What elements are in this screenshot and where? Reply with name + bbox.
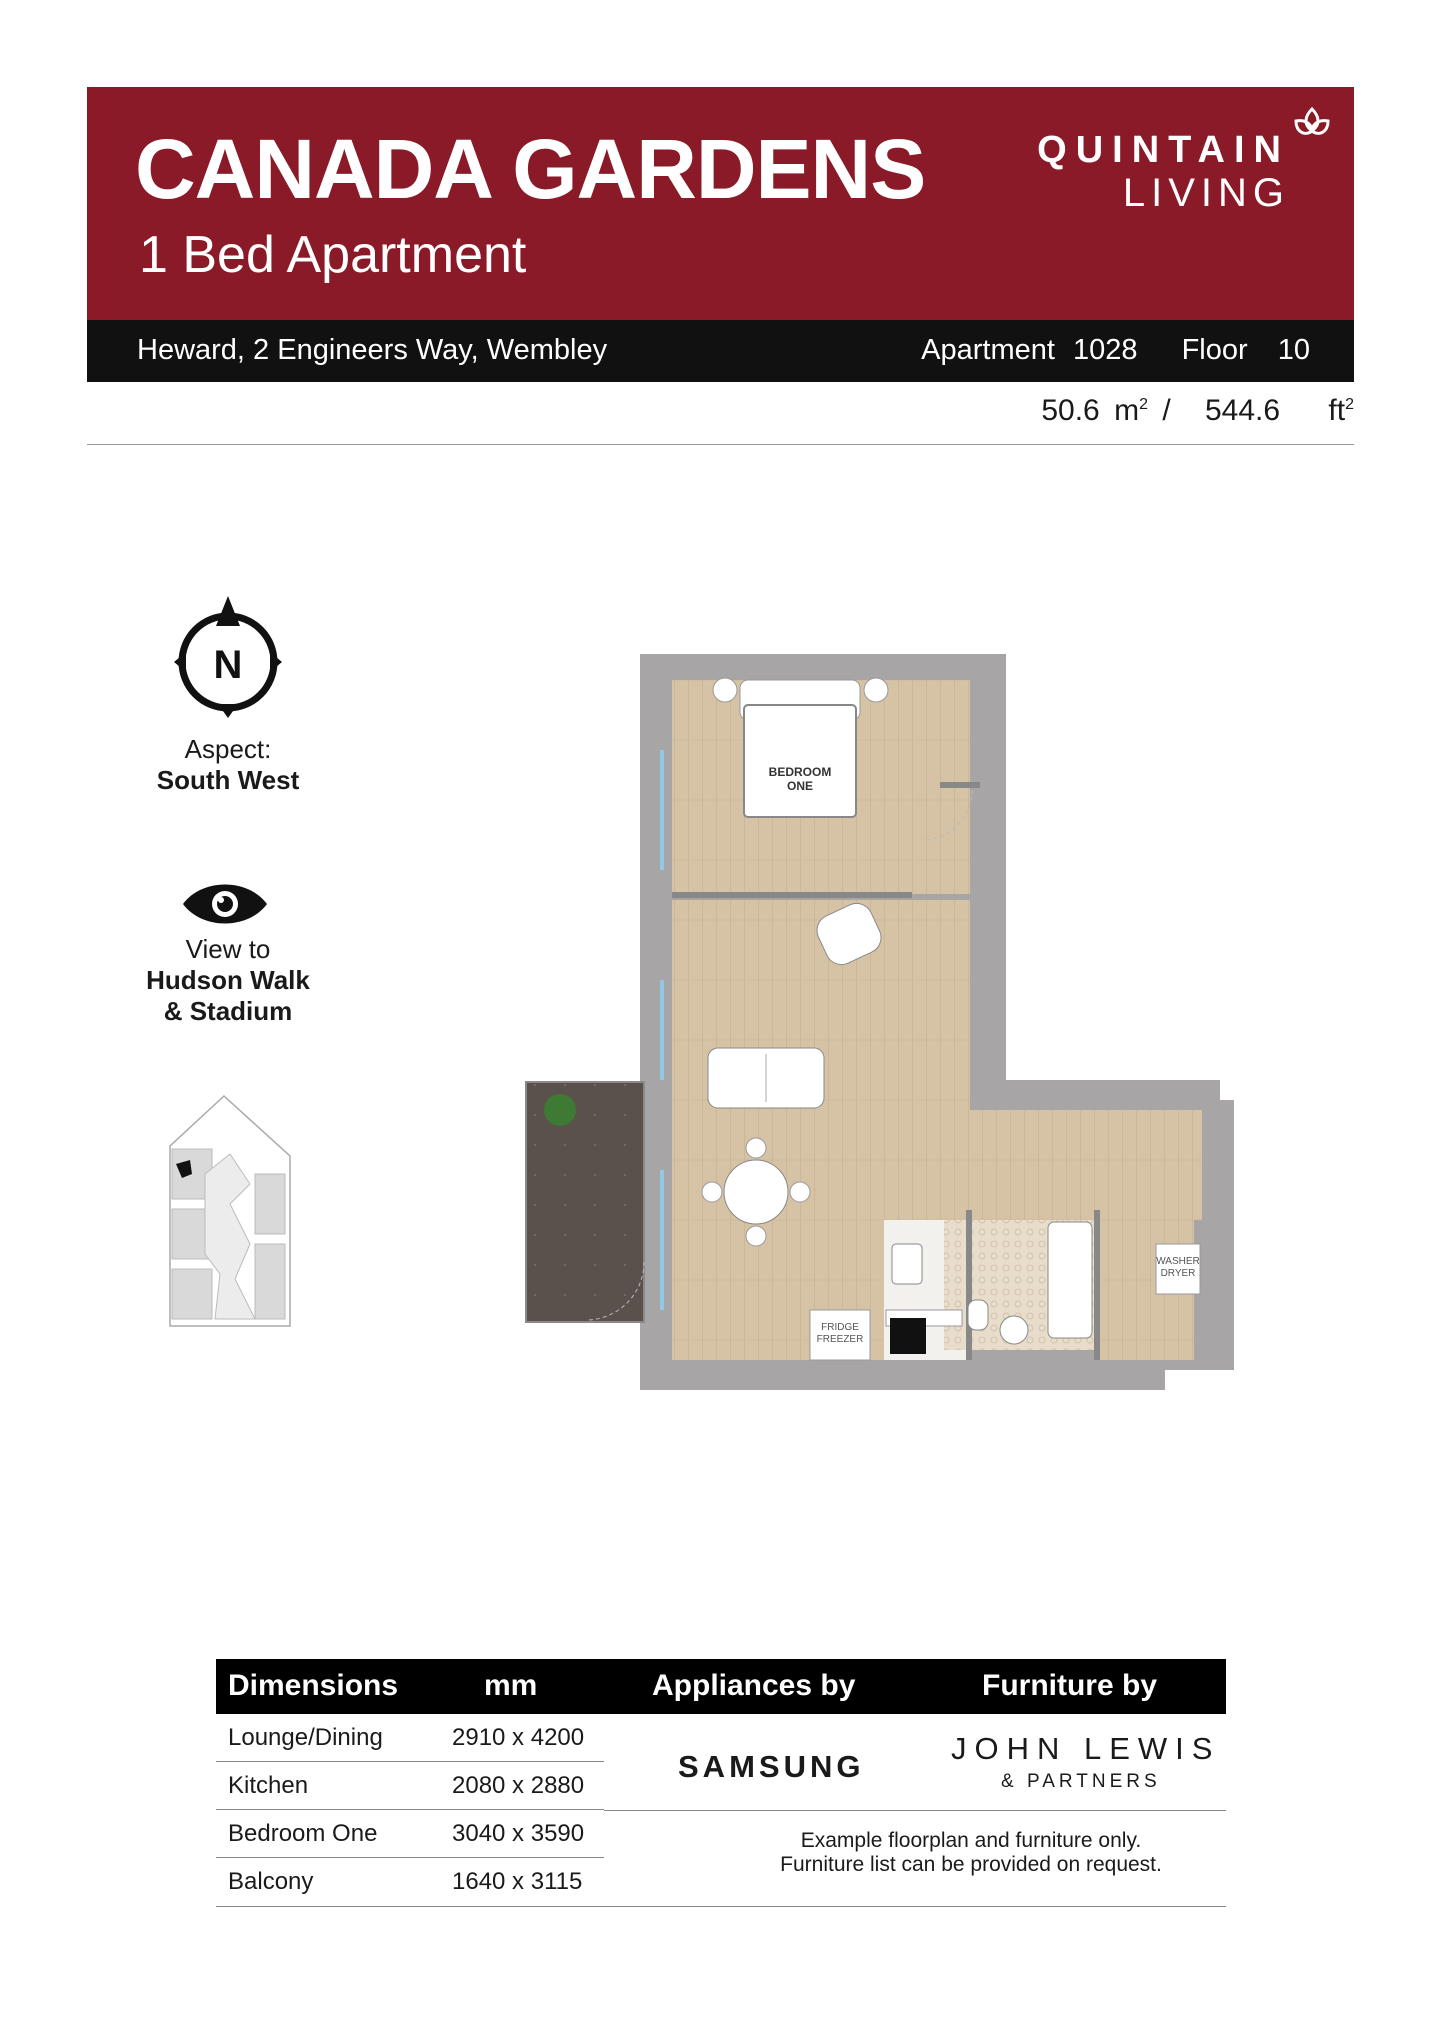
apartment-number: 1028 — [1073, 334, 1138, 366]
dining-chair — [746, 1138, 766, 1158]
note-line2: Furniture list can be provided on request. — [780, 1853, 1162, 1876]
area-sqm: 50.6 — [1041, 394, 1100, 427]
room-name: Lounge/Dining — [228, 1724, 383, 1751]
area-sqft: 544.6 — [1205, 394, 1281, 427]
apartment-floor-info — [921, 334, 1310, 367]
table-header — [216, 1659, 1226, 1714]
dining-chair — [746, 1226, 766, 1246]
specs-table — [216, 1659, 1226, 1906]
header-banner — [87, 87, 1354, 320]
balcony — [526, 1082, 644, 1322]
sqft-superscript: 2 — [1345, 396, 1354, 413]
header-mm: mm — [484, 1669, 538, 1702]
fridge-label-2: FREEZER — [816, 1334, 864, 1345]
bedside-table — [864, 678, 888, 702]
sqm-superscript: 2 — [1139, 396, 1148, 413]
room-name: Balcony — [228, 1868, 314, 1895]
fridge-label-1: FRIDGE — [821, 1322, 859, 1333]
floor-label: Floor — [1181, 334, 1248, 366]
bedroom-label-1: BEDROOM — [768, 765, 832, 779]
aspect-info — [78, 734, 378, 796]
room-size: 2910 x 4200 — [452, 1724, 585, 1751]
header-dimensions: Dimensions — [228, 1669, 399, 1702]
brand-logo — [1037, 131, 1290, 213]
view-info — [78, 934, 378, 1027]
room-size: 3040 x 3590 — [452, 1820, 585, 1847]
john-lewis-partners: & PARTNERS — [1001, 1771, 1161, 1792]
aspect-value: South West — [156, 765, 300, 795]
room-name: Bedroom One — [228, 1820, 378, 1847]
apartment-label: Apartment — [921, 334, 1055, 366]
address: Heward, 2 Engineers Way, Wembley — [137, 334, 608, 366]
wall — [672, 892, 912, 898]
header-appliances: Appliances by — [652, 1669, 856, 1702]
room-size: 1640 x 3115 — [452, 1868, 583, 1895]
wall — [966, 1210, 972, 1360]
washer-label-2: DRYER — [1160, 1268, 1196, 1279]
bedroom-label-2: ONE — [786, 779, 814, 793]
floor-number: 10 — [1277, 334, 1310, 366]
balcony-plant — [544, 1094, 576, 1126]
brand-trefoil-icon — [1290, 103, 1334, 147]
header-furniture: Furniture by — [982, 1669, 1158, 1702]
apartment-type: 1 Bed Apartment — [139, 226, 527, 284]
room-size: 2080 x 2880 — [452, 1772, 585, 1799]
compass-letter: N — [213, 643, 243, 687]
compass-icon — [172, 592, 292, 722]
bedside-table — [713, 678, 737, 702]
samsung-logo: SAMSUNG — [678, 1749, 865, 1784]
room-name: Kitchen — [228, 1772, 309, 1799]
header-divider — [87, 444, 1354, 445]
area-sqm-unit: m — [1114, 394, 1140, 427]
view-line2: & Stadium — [163, 996, 293, 1026]
john-lewis-logo: JOHN LEWIS — [951, 1731, 1221, 1766]
brand-line1: QUINTAIN — [1037, 129, 1290, 171]
window — [660, 980, 664, 1080]
kitchen-sink — [892, 1244, 922, 1284]
info-bar — [87, 320, 1354, 382]
development-title: CANADA GARDENS — [135, 122, 926, 216]
area-separator: / — [1162, 394, 1171, 427]
wall — [940, 782, 980, 788]
dining-chair — [790, 1182, 810, 1202]
hob — [890, 1318, 926, 1354]
window — [660, 750, 664, 870]
toilet — [968, 1300, 988, 1330]
view-label: View to — [185, 934, 271, 964]
bed — [744, 705, 856, 817]
basin — [1000, 1316, 1028, 1344]
site-key-plan — [160, 1094, 300, 1334]
brand-line2: LIVING — [1122, 171, 1290, 215]
area-sqft-unit: ft — [1328, 394, 1346, 427]
washer-label-1: WASHER — [1156, 1256, 1200, 1267]
hallway — [970, 1110, 1202, 1220]
table-bottom-rule — [216, 1906, 1226, 1907]
aspect-label: Aspect: — [184, 734, 272, 764]
floor-area — [1041, 394, 1354, 428]
bathtub — [1048, 1222, 1092, 1338]
disclaimer-note — [671, 1829, 1271, 1877]
view-line1: Hudson Walk — [146, 965, 310, 995]
eye-icon — [180, 878, 270, 930]
dining-chair — [702, 1182, 722, 1202]
brands-divider — [604, 1810, 1226, 1811]
note-line1: Example floorplan and furniture only. — [800, 1829, 1142, 1852]
window — [660, 1170, 664, 1310]
wall — [1094, 1210, 1100, 1360]
floorplan — [520, 650, 1240, 1395]
dining-table — [724, 1160, 788, 1224]
